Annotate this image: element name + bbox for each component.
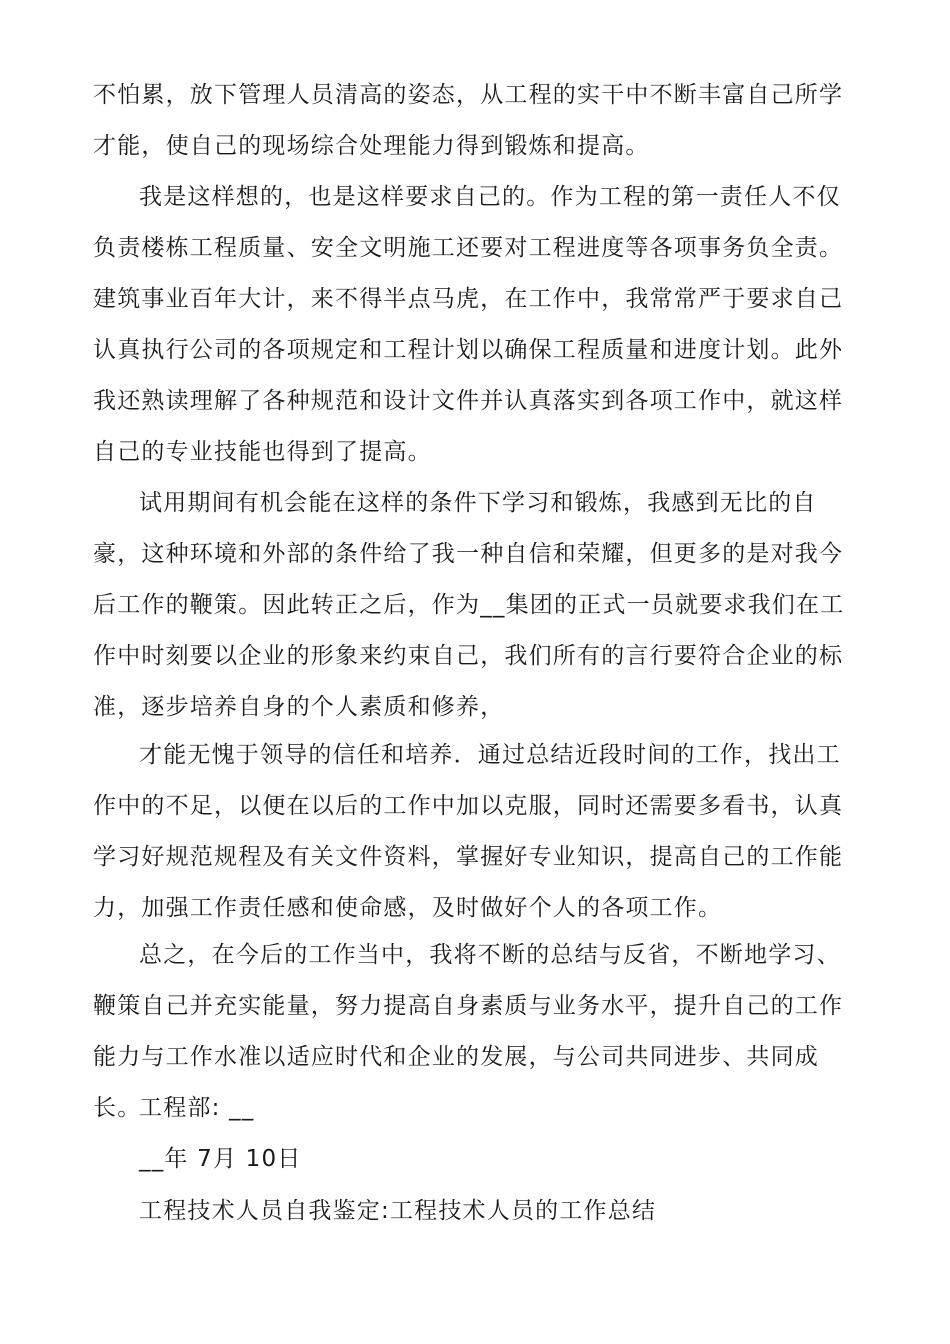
department-line: 工程部: __ [139,1095,255,1121]
paragraph-4: 才能无愧于领导的信任和培养．通过总结近段时间的工作，找出工作中的不足，以便在以后的工作中加以克服，同时还需要多看书，认真学习好规范规程及有关文件资料，掌握好专业知识，提高自己的工作能力，加强工作责任感和使命感，及时做好个人的各项工作。 [93,742,844,921]
paragraph-5: 总之，在今后的工作当中，我将不断的总结与反省，不断地学习、鞭策自己并充实能量，努力提高自身素质与业务水平，提升自己的工作能力与工作水准以适应时代和企业的发展，与公司共同进步、共同成长。 [93,942,844,1121]
paragraph-1: 不怕累，放下管理人员清高的姿态，从工程的实干中不断丰富自己所学才能，使自己的现场综合处理能力得到锻炼和提高。 [93,82,844,159]
paragraph-3: 试用期间有机会能在这样的条件下学习和锻炼，我感到无比的自豪，这种环境和外部的条件给了我一种自信和荣耀，但更多的是对我今后工作的鞭策。因此转正之后，作为__集团的正式一员就要求我们在工作中时刻要以企业的形象来约束自己，我们所有的言行要符合企业的标准，逐步培养自身的个人素质和修养， [93,490,845,720]
paragraph-2: 我是这样想的，也是这样要求自己的。作为工程的第一责任人不仅负责楼栋工程质量、安全文明施工还要对工程进度等各项事务负全责。建筑事业百年大计，来不得半点马虎，在工作中，我常常严于要求自己认真执行公司的各项规定和工程计划以确保工程质量和进度计划。此外我还熟读理解了各种规范和设计文件并认真落实到各项工作中，就这样自己的专业技能也得到了提高。 [93,184,844,465]
next-section-title: 工程技术人员自我鉴定:工程技术人员的工作总结 [139,1198,657,1224]
date-line: __年 7月 10日 [139,1146,302,1172]
